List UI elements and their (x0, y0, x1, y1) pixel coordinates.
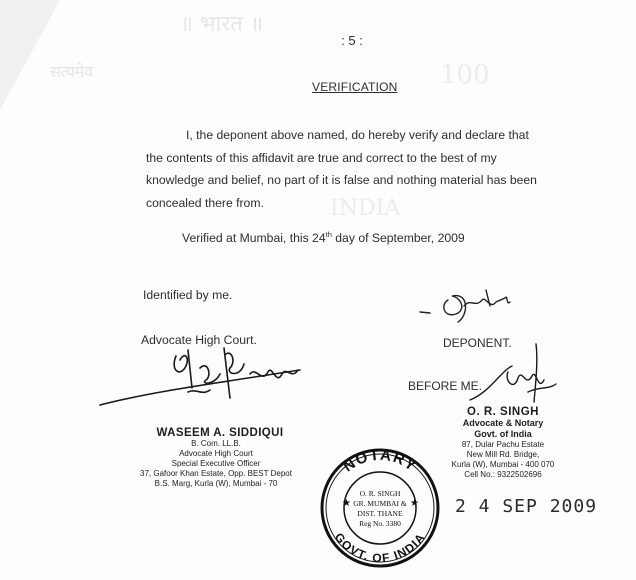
advocate-name: WASEEM A. SIDDIQUI (156, 427, 284, 439)
verified-sup: th (325, 230, 332, 239)
advocate-stamp-line: B.S. Marg, Kurla (W), Mumbai - 70 (154, 479, 278, 488)
advocate-label: Advocate High Court. (141, 333, 257, 347)
deponent-label: DEPONENT. (443, 336, 512, 350)
paper-fold (0, 0, 60, 110)
notary-title: Govt. of India (474, 429, 532, 439)
verified-text: Verified at Mumbai, this 24 (182, 231, 326, 246)
svg-text:DIST. THANE: DIST. THANE (357, 509, 403, 518)
notary-stamp-line: 87, Dular Pachu Estate (461, 440, 545, 449)
advocate-signature (100, 348, 300, 405)
svg-text:NOTARY: NOTARY (340, 446, 421, 476)
background-watermark: ॥ भारत ॥ (180, 12, 264, 37)
notary-signature (470, 344, 556, 402)
svg-text:GOVT. OF INDIA: GOVT. OF INDIA (331, 530, 429, 566)
deponent-signature (420, 290, 510, 322)
paragraph-line: I, the deponent above named, do hereby verify and declare that (186, 128, 529, 142)
date-stamp: 2 4 SEP 2009 (455, 496, 598, 517)
svg-text:O. R. SINGH: O. R. SINGH (359, 489, 401, 498)
page-title: VERIFICATION (312, 80, 398, 94)
notary-title: Advocate & Notary (462, 418, 544, 428)
advocate-stamp-line: 37, Gafoor Khan Estate, Opp. BEST Depot (140, 469, 292, 478)
notary-seal (322, 447, 438, 566)
notary-name: O. R. SINGH (467, 406, 539, 418)
notary-stamp-line: Cell No.: 9322502696 (464, 470, 542, 479)
svg-text:★: ★ (410, 498, 419, 509)
background-watermark: 100 (440, 60, 490, 90)
paragraph-line: concealed there from. (146, 195, 264, 210)
svg-text:Reg No. 3380: Reg No. 3380 (359, 519, 401, 528)
background-watermark: सत्यमेव (50, 62, 94, 81)
notary-stamp-line: New Mill Rd. Bridge, (466, 450, 540, 459)
verified-text: day of September, 2009 (331, 231, 465, 246)
advocate-stamp-line: B. Com. LL.B. (191, 439, 241, 448)
notary-stamp-line: Kurla (W), Mumbai - 400 070 (451, 460, 555, 469)
identified-label: Identified by me. (143, 288, 233, 302)
paragraph-line: knowledge and belief, no part of it is false and nothing material has been (146, 173, 537, 187)
svg-text:GR. MUMBAI &: GR. MUMBAI & (353, 499, 407, 508)
advocate-stamp-line: Special Executive Officer (171, 459, 261, 468)
page-number: : 5 : (341, 33, 363, 48)
advocate-stamp-line: Advocate High Court (179, 449, 253, 458)
background-watermark: INDIA (330, 196, 401, 221)
before-me-label: BEFORE ME. (408, 379, 483, 393)
svg-text:★: ★ (342, 498, 351, 509)
paragraph-line: the contents of this affidavit are true and correct to the best of my (146, 150, 497, 165)
